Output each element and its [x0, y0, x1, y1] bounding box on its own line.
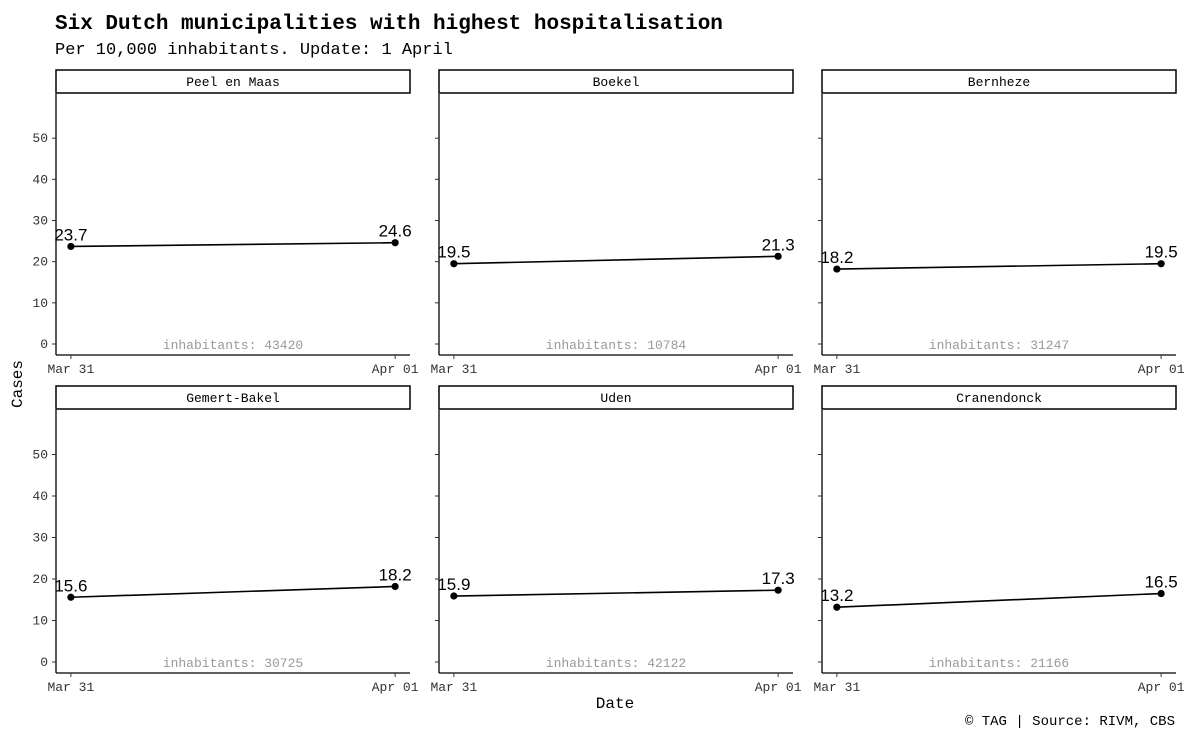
- chart-caption: © TAG | Source: RIVM, CBS: [964, 714, 1175, 730]
- x-tick-label: Apr 01: [754, 680, 802, 695]
- x-tick-label: Apr 01: [371, 362, 419, 377]
- x-tick-label: Apr 01: [371, 680, 419, 695]
- y-tick-label: 50: [32, 447, 48, 463]
- inhabitants-annotation: inhabitants: 21166: [928, 656, 1070, 671]
- data-label: 18.2: [820, 248, 854, 268]
- x-tick-label: Apr 01: [1137, 362, 1185, 377]
- data-label: 23.7: [54, 225, 88, 245]
- x-tick-label: Mar 31: [430, 362, 478, 377]
- data-label: 19.5: [1144, 242, 1178, 262]
- data-label: 24.6: [378, 221, 412, 241]
- series-line: [837, 264, 1161, 269]
- y-tick-label: 0: [40, 655, 48, 670]
- facet-strip-label: Bernheze: [967, 75, 1031, 90]
- y-tick-label: 30: [32, 213, 48, 229]
- y-tick-label: 10: [32, 613, 48, 629]
- facet-strip-label: Peel en Maas: [186, 75, 280, 90]
- inhabitants-annotation: inhabitants: 31247: [928, 338, 1070, 353]
- y-tick-label: 0: [40, 337, 48, 352]
- y-tick-label: 40: [32, 489, 48, 504]
- y-tick-label: 40: [32, 172, 48, 188]
- y-axis-title: Cases: [9, 359, 27, 409]
- facet-strip-label: Uden: [600, 391, 632, 406]
- data-label: 15.9: [437, 575, 471, 595]
- y-tick-label: 30: [32, 530, 48, 546]
- y-tick-label: 20: [32, 572, 48, 587]
- series-line: [837, 594, 1161, 608]
- inhabitants-annotation: inhabitants: 43420: [162, 338, 304, 353]
- data-label: 15.6: [54, 576, 88, 596]
- facet-strip-label: Gemert-Bakel: [186, 391, 280, 406]
- x-tick-label: Mar 31: [813, 362, 861, 377]
- y-tick-label: 10: [32, 295, 48, 311]
- x-tick-label: Mar 31: [47, 362, 95, 377]
- data-label: 18.2: [378, 565, 412, 585]
- series-line: [454, 256, 778, 263]
- y-tick-label: 20: [32, 254, 48, 270]
- series-line: [71, 586, 395, 597]
- inhabitants-annotation: inhabitants: 10784: [545, 338, 687, 353]
- data-label: 13.2: [820, 586, 854, 606]
- data-label: 19.5: [437, 242, 471, 262]
- x-tick-label: Mar 31: [47, 680, 95, 695]
- series-line: [71, 243, 395, 247]
- inhabitants-annotation: inhabitants: 30725: [162, 656, 304, 671]
- x-tick-label: Apr 01: [754, 362, 802, 377]
- chart-subtitle: Per 10,000 inhabitants. Update: 1 April: [55, 41, 453, 60]
- series-line: [454, 590, 778, 596]
- inhabitants-annotation: inhabitants: 42122: [545, 656, 687, 671]
- data-label: 16.5: [1144, 572, 1178, 592]
- x-tick-label: Mar 31: [813, 680, 861, 695]
- y-tick-label: 50: [32, 131, 48, 147]
- chart-title: Six Dutch municipalities with highest hospitalisation: [55, 13, 723, 36]
- data-label: 21.3: [761, 235, 795, 255]
- x-tick-label: Mar 31: [430, 680, 478, 695]
- facet-strip-label: Cranendonck: [956, 391, 1042, 406]
- facet-strip-label: Boekel: [592, 75, 640, 90]
- data-label: 17.3: [761, 569, 795, 589]
- x-tick-label: Apr 01: [1137, 680, 1185, 695]
- x-axis-title: Date: [595, 695, 635, 713]
